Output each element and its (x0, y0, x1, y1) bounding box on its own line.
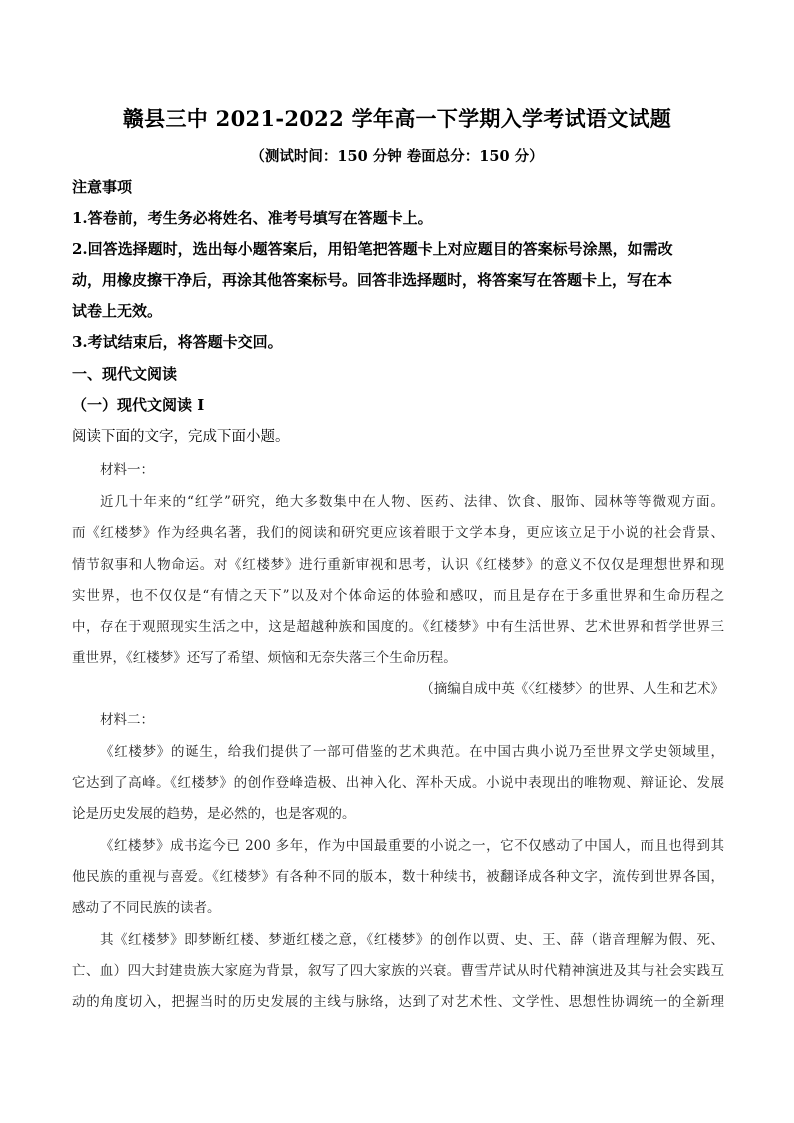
material-line: 而《红楼梦》作为经典名著，我们的阅读和研究更应该着眼于文学本身，更应该立足于小说的社会背景、 (72, 525, 724, 541)
material-line: 其《红楼梦》即梦断红楼、梦逝红楼之意，《红楼梦》的创作以贾、史、王、薛（谐音理解为假、死、 (100, 932, 724, 948)
notice-item: 动，用橡皮擦干净后，再涂其他答案标号。回答非选择题时，将答案写在答题卡上，写在本 (72, 271, 673, 289)
notice-heading: 注意事项 (72, 178, 133, 196)
reading-instruction: 阅读下面的文字，完成下面小题。 (72, 429, 290, 445)
material-line: 他民族的重视与喜爱。《红楼梦》有各种不同的版本，数十种续书，被翻译成各种文字，流传到世界各国， (72, 869, 724, 885)
material-line: 动的角度切入，把握当时的历史发展的主线与脉络，达到了对艺术性、文学性、思想性协调统一的全新理 (72, 994, 724, 1010)
material-line: 情节叙事和人物命运。对《红楼梦》进行重新审视和思考，认识《红楼梦》的意义不仅仅是理想世界和现 (72, 557, 724, 573)
material-line: 《红楼梦》的诞生，给我们提供了一部可借鉴的艺术典范。在中国古典小说乃至世界文学史领域里， (100, 744, 724, 760)
material-line: 近几十年来的“红学”研究，绝大多数集中在人物、医药、法律、饮食、服饰、园林等等微观方面。 (100, 494, 724, 510)
material-line: 《红楼梦》成书迄今已 200 多年，作为中国最重要的小说之一，它不仅感动了中国人，而且也得到其 (100, 838, 724, 854)
page-title: 赣县三中 2021-2022 学年高一下学期入学考试语文试题 (122, 106, 672, 131)
exam-info: （测试时间：150 分钟 卷面总分：150 分） (250, 148, 544, 165)
notice-item: 试卷上无效。 (72, 302, 163, 320)
material-line: 实世界，也不仅仅是“有情之天下”以及对个体命运的体验和感叹，而且是存在于多重世界和生命历程之 (72, 588, 724, 604)
notice-item: 2.回答选择题时，选出每小题答案后，用铅笔把答题卡上对应题目的答案标号涂黑，如需改 (72, 240, 673, 258)
notice-item: 3.考试结束后，将答题卡交回。 (72, 333, 283, 351)
section-heading: 一、现代文阅读 (72, 365, 178, 383)
material-line: 重世界，《红楼梦》还写了希望、烦恼和无奈失落三个生命历程。 (72, 650, 457, 666)
material-line: 感动了不同民族的读者。 (72, 900, 221, 916)
notice-item: 1.答卷前，考生务必将姓名、准考号填写在答题卡上。 (72, 209, 433, 227)
material-line: 论是历史发展的趋势，是必然的，也是客观的。 (72, 806, 356, 822)
material-line: 亡、血）四大封建贵族大家庭为背景，叙写了四大家族的兴衰。曹雪芹试从时代精神演进及其与社会实践互 (72, 963, 724, 979)
material-label: 材料一： (100, 462, 154, 478)
material-line: 它达到了高峰。《红楼梦》的创作登峰造极、出神入化、浑朴天成。小说中表现出的唯物观、辩证论、发展 (72, 775, 724, 791)
subsection-heading: （一）现代文阅读 I (72, 396, 205, 414)
material-line: 中，存在于观照现实生活之中，这是超越种族和国度的。《红楼梦》中有生活世界、艺术世界和哲学世界三 (72, 619, 724, 635)
material-source: （摘编自成中英《〈红楼梦〉的世界、人生和艺术》 (420, 681, 724, 697)
material-label: 材料二： (100, 712, 154, 728)
